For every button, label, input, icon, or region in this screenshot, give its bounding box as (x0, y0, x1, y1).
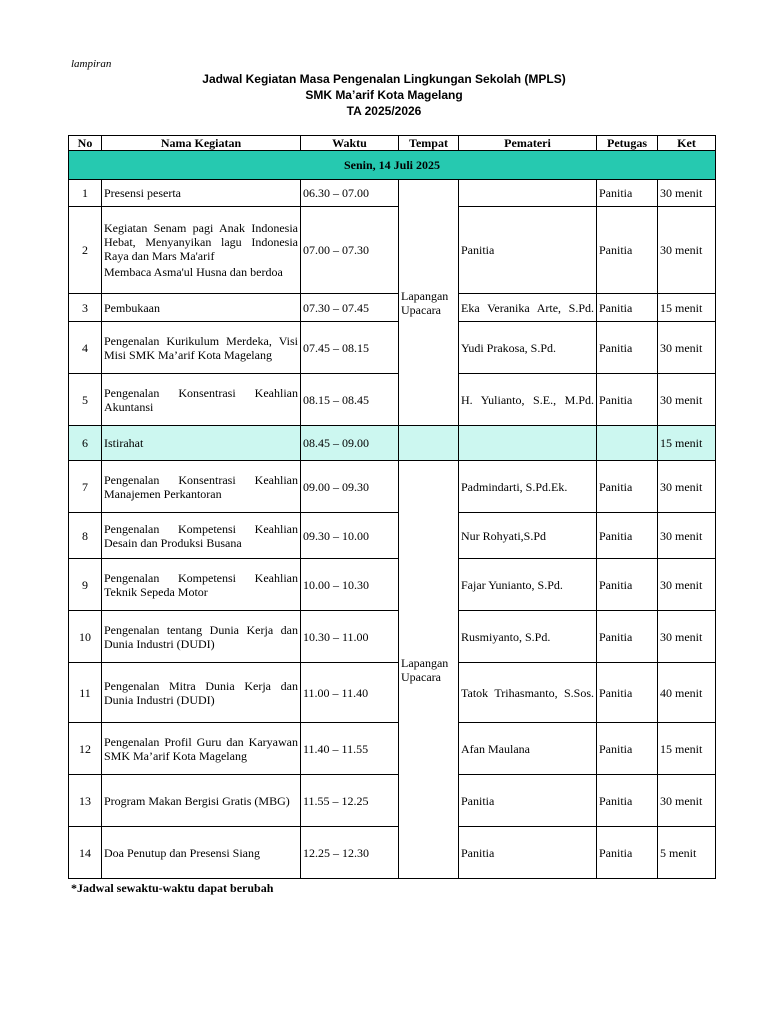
table-row (69, 513, 716, 559)
row-activity: Program Makan Bergisi Gratis (MBG) (102, 775, 301, 827)
row-speaker: Panitia (459, 827, 597, 879)
place-lapangan-upacara: Lapangan Upacara (399, 180, 459, 426)
table-row (69, 775, 716, 827)
row-no: 8 (69, 513, 102, 559)
row-officer: Panitia (597, 374, 658, 426)
row-activity: Presensi peserta (102, 180, 301, 207)
row-officer: Panitia (597, 513, 658, 559)
table-row (69, 611, 716, 663)
table-row (69, 322, 716, 374)
row-time: 07.45 – 08.15 (301, 322, 399, 374)
row-note: 40 menit (658, 663, 716, 723)
row-speaker: Rusmiyanto, S.Pd. (459, 611, 597, 663)
table-row (69, 723, 716, 775)
table-row (69, 207, 716, 294)
row-no: 9 (69, 559, 102, 611)
row-no: 13 (69, 775, 102, 827)
row-no: 1 (69, 180, 102, 207)
row-no: 10 (69, 611, 102, 663)
header-ket: Ket (658, 136, 716, 151)
row-officer: Panitia (597, 723, 658, 775)
header-row (69, 136, 716, 151)
day-label: Senin, 14 Juli 2025 (69, 151, 716, 180)
day-row (69, 151, 716, 180)
row-activity: Pengenalan Profil Guru dan Karyawan SMK Ma’arif Kota Magelang (102, 723, 301, 775)
table-row (69, 461, 716, 513)
row-activity: Pengenalan Konsentrasi Keahlian Manajemen Perkantoran (102, 461, 301, 513)
row-note: 5 menit (658, 827, 716, 879)
header-pemateri: Pemateri (459, 136, 597, 151)
row-officer: Panitia (597, 559, 658, 611)
row-activity: Pengenalan tentang Dunia Kerja dan Dunia Industri (DUDI) (102, 611, 301, 663)
row-activity (102, 207, 301, 294)
row-activity: Pengenalan Kurikulum Merdeka, Visi Misi SMK Ma’arif Kota Magelang (102, 322, 301, 374)
row-time: 08.15 – 08.45 (301, 374, 399, 426)
schedule-table (68, 135, 716, 879)
row-no: 7 (69, 461, 102, 513)
row-speaker: Afan Maulana (459, 723, 597, 775)
row-activity-line-1: Kegiatan Senam pagi Anak Indonesia Hebat, Menyanyikan lagu Indonesia Raya dan Mars Ma'arif (104, 221, 298, 263)
row-no: 3 (69, 294, 102, 322)
row-activity: Pembukaan (102, 294, 301, 322)
row-activity: Doa Penutup dan Presensi Siang (102, 827, 301, 879)
row-time: 10.00 – 10.30 (301, 559, 399, 611)
row-time: 07.30 – 07.45 (301, 294, 399, 322)
row-time: 11.00 – 11.40 (301, 663, 399, 723)
row-no: 12 (69, 723, 102, 775)
row-note: 30 menit (658, 513, 716, 559)
row-activity: Istirahat (102, 426, 301, 461)
row-officer: Panitia (597, 294, 658, 322)
footnote: *Jadwal sewaktu-waktu dapat berubah (71, 881, 274, 895)
row-time: 12.25 – 12.30 (301, 827, 399, 879)
row-note: 15 menit (658, 723, 716, 775)
row-no: 14 (69, 827, 102, 879)
row-speaker: Fajar Yunianto, S.Pd. (459, 559, 597, 611)
row-no: 4 (69, 322, 102, 374)
header-petugas: Petugas (597, 136, 658, 151)
header-tempat: Tempat (399, 136, 459, 151)
row-note: 30 menit (658, 611, 716, 663)
table-row (69, 374, 716, 426)
row-officer (597, 426, 658, 461)
row-officer: Panitia (597, 180, 658, 207)
table-row (69, 827, 716, 879)
row-note: 15 menit (658, 426, 716, 461)
row-no: 5 (69, 374, 102, 426)
row-no: 2 (69, 207, 102, 294)
row-speaker: Padmindarti, S.Pd.Ek. (459, 461, 597, 513)
row-officer: Panitia (597, 827, 658, 879)
row-speaker: H. Yulianto, S.E., M.Pd. (459, 374, 597, 426)
row-activity-line-2: Membaca Asma'ul Husna dan berdoa (104, 265, 283, 279)
header-no: No (69, 136, 102, 151)
row-speaker (459, 180, 597, 207)
row-speaker: Tatok Trihasmanto, S.Sos. (459, 663, 597, 723)
row-officer: Panitia (597, 207, 658, 294)
table-row (69, 559, 716, 611)
row-activity: Pengenalan Kompetensi Keahlian Desain dan Produksi Busana (102, 513, 301, 559)
row-time: 09.30 – 10.00 (301, 513, 399, 559)
row-no: 6 (69, 426, 102, 461)
row-activity: Pengenalan Mitra Dunia Kerja dan Dunia Industri (DUDI) (102, 663, 301, 723)
row-note: 30 menit (658, 775, 716, 827)
title-line-3: TA 2025/2026 (346, 104, 422, 118)
table-row (69, 180, 716, 207)
title-line-1: Jadwal Kegiatan Masa Pengenalan Lingkungan Sekolah (MPLS) (202, 72, 566, 86)
row-speaker: Eka Veranika Arte, S.Pd. (459, 294, 597, 322)
document-title (0, 71, 768, 119)
row-time: 10.30 – 11.00 (301, 611, 399, 663)
row-note: 30 menit (658, 374, 716, 426)
row-time: 08.45 – 09.00 (301, 426, 399, 461)
table-row-break (69, 426, 716, 461)
place-lapangan-upacara: Lapangan Upacara (399, 461, 459, 879)
row-officer: Panitia (597, 775, 658, 827)
table-row (69, 294, 716, 322)
row-no: 11 (69, 663, 102, 723)
row-place-empty (399, 426, 459, 461)
row-officer: Panitia (597, 611, 658, 663)
row-officer: Panitia (597, 322, 658, 374)
row-speaker: Yudi Prakosa, S.Pd. (459, 322, 597, 374)
row-note: 30 menit (658, 322, 716, 374)
row-speaker: Panitia (459, 207, 597, 294)
row-note: 30 menit (658, 180, 716, 207)
row-activity: Pengenalan Kompetensi Keahlian Teknik Sepeda Motor (102, 559, 301, 611)
row-note: 15 menit (658, 294, 716, 322)
row-speaker: Panitia (459, 775, 597, 827)
row-time: 09.00 – 09.30 (301, 461, 399, 513)
row-time: 11.55 – 12.25 (301, 775, 399, 827)
row-note: 30 menit (658, 207, 716, 294)
row-time: 06.30 – 07.00 (301, 180, 399, 207)
header-waktu: Waktu (301, 136, 399, 151)
row-note: 30 menit (658, 559, 716, 611)
row-officer: Panitia (597, 663, 658, 723)
row-time: 11.40 – 11.55 (301, 723, 399, 775)
attachment-label: lampiran (71, 58, 112, 70)
row-speaker (459, 426, 597, 461)
header-nama: Nama Kegiatan (102, 136, 301, 151)
row-activity: Pengenalan Konsentrasi Keahlian Akuntansi (102, 374, 301, 426)
row-speaker: Nur Rohyati,S.Pd (459, 513, 597, 559)
row-note: 30 menit (658, 461, 716, 513)
table-row (69, 663, 716, 723)
row-officer: Panitia (597, 461, 658, 513)
title-line-2: SMK Ma’arif Kota Magelang (305, 88, 463, 102)
row-time: 07.00 – 07.30 (301, 207, 399, 294)
